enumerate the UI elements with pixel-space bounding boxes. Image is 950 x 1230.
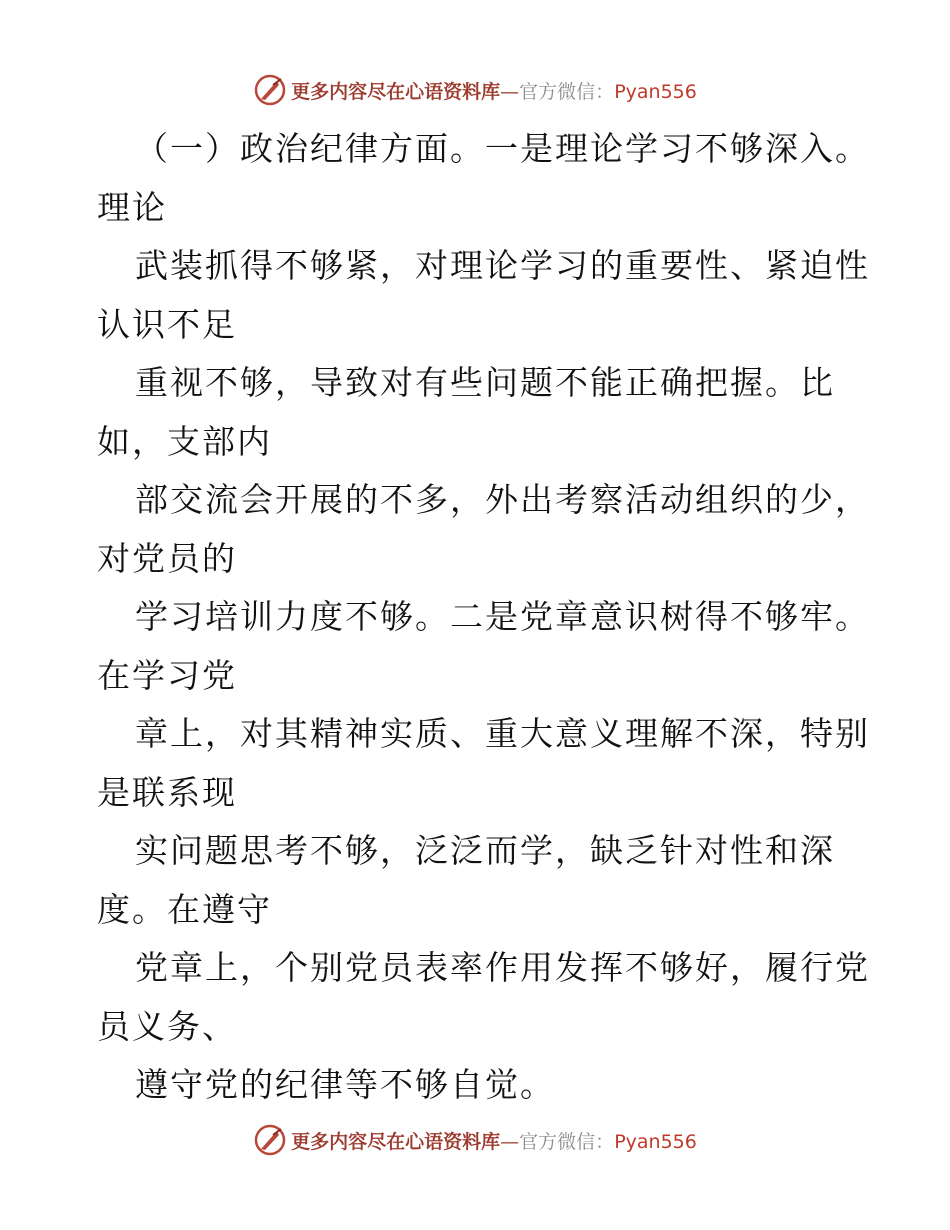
footer-banner bbox=[0, 1120, 950, 1160]
text-line: 理论 bbox=[97, 187, 167, 227]
header-brand: 更多内容尽在心语资料库 bbox=[291, 80, 501, 103]
text-line: 遵守党的纪律等不够自觉。 bbox=[135, 1065, 555, 1104]
footer-separator: — bbox=[500, 1130, 520, 1153]
text-line: 对党员的 bbox=[97, 538, 237, 578]
footer-wechat-label: 官方微信： bbox=[519, 1130, 615, 1153]
footer-text bbox=[291, 1127, 697, 1154]
text-line: 认识不足 bbox=[97, 304, 237, 344]
text-line: 重视不够，导致对有些问题不能正确把握。比 bbox=[135, 363, 835, 402]
header-wechat-id: Pyan556 bbox=[614, 80, 697, 103]
text-line: 员义务、 bbox=[97, 1006, 237, 1046]
text-line: 度。在遵守 bbox=[97, 889, 272, 929]
header-separator: — bbox=[500, 80, 520, 103]
header-banner bbox=[0, 70, 950, 110]
text-line: 是联系现 bbox=[97, 772, 237, 812]
text-line: 章上，对其精神实质、重大意义理解不深，特别 bbox=[135, 714, 870, 753]
text-line: 党章上，个别党员表率作用发挥不够好，履行党 bbox=[135, 948, 870, 987]
text-line: 部交流会开展的不多，外出考察活动组织的少， bbox=[135, 480, 870, 519]
header-text bbox=[291, 77, 697, 104]
logo-icon bbox=[253, 1123, 287, 1157]
footer-wechat-id: Pyan556 bbox=[614, 1130, 697, 1153]
text-line: （一）政治纪律方面。一是理论学习不够深入。 bbox=[135, 129, 870, 168]
logo-icon bbox=[253, 73, 287, 107]
text-line: 在学习党 bbox=[97, 655, 237, 695]
text-line: 武装抓得不够紧，对理论学习的重要性、紧迫性 bbox=[135, 246, 870, 285]
footer-brand: 更多内容尽在心语资料库 bbox=[291, 1130, 501, 1153]
text-line: 学习培训力度不够。二是党章意识树得不够牢。 bbox=[135, 597, 870, 636]
text-line: 如，支部内 bbox=[97, 421, 272, 461]
document-body bbox=[97, 120, 870, 1115]
header-wechat-label: 官方微信： bbox=[519, 80, 615, 103]
text-line: 实问题思考不够，泛泛而学，缺乏针对性和深 bbox=[135, 831, 835, 870]
